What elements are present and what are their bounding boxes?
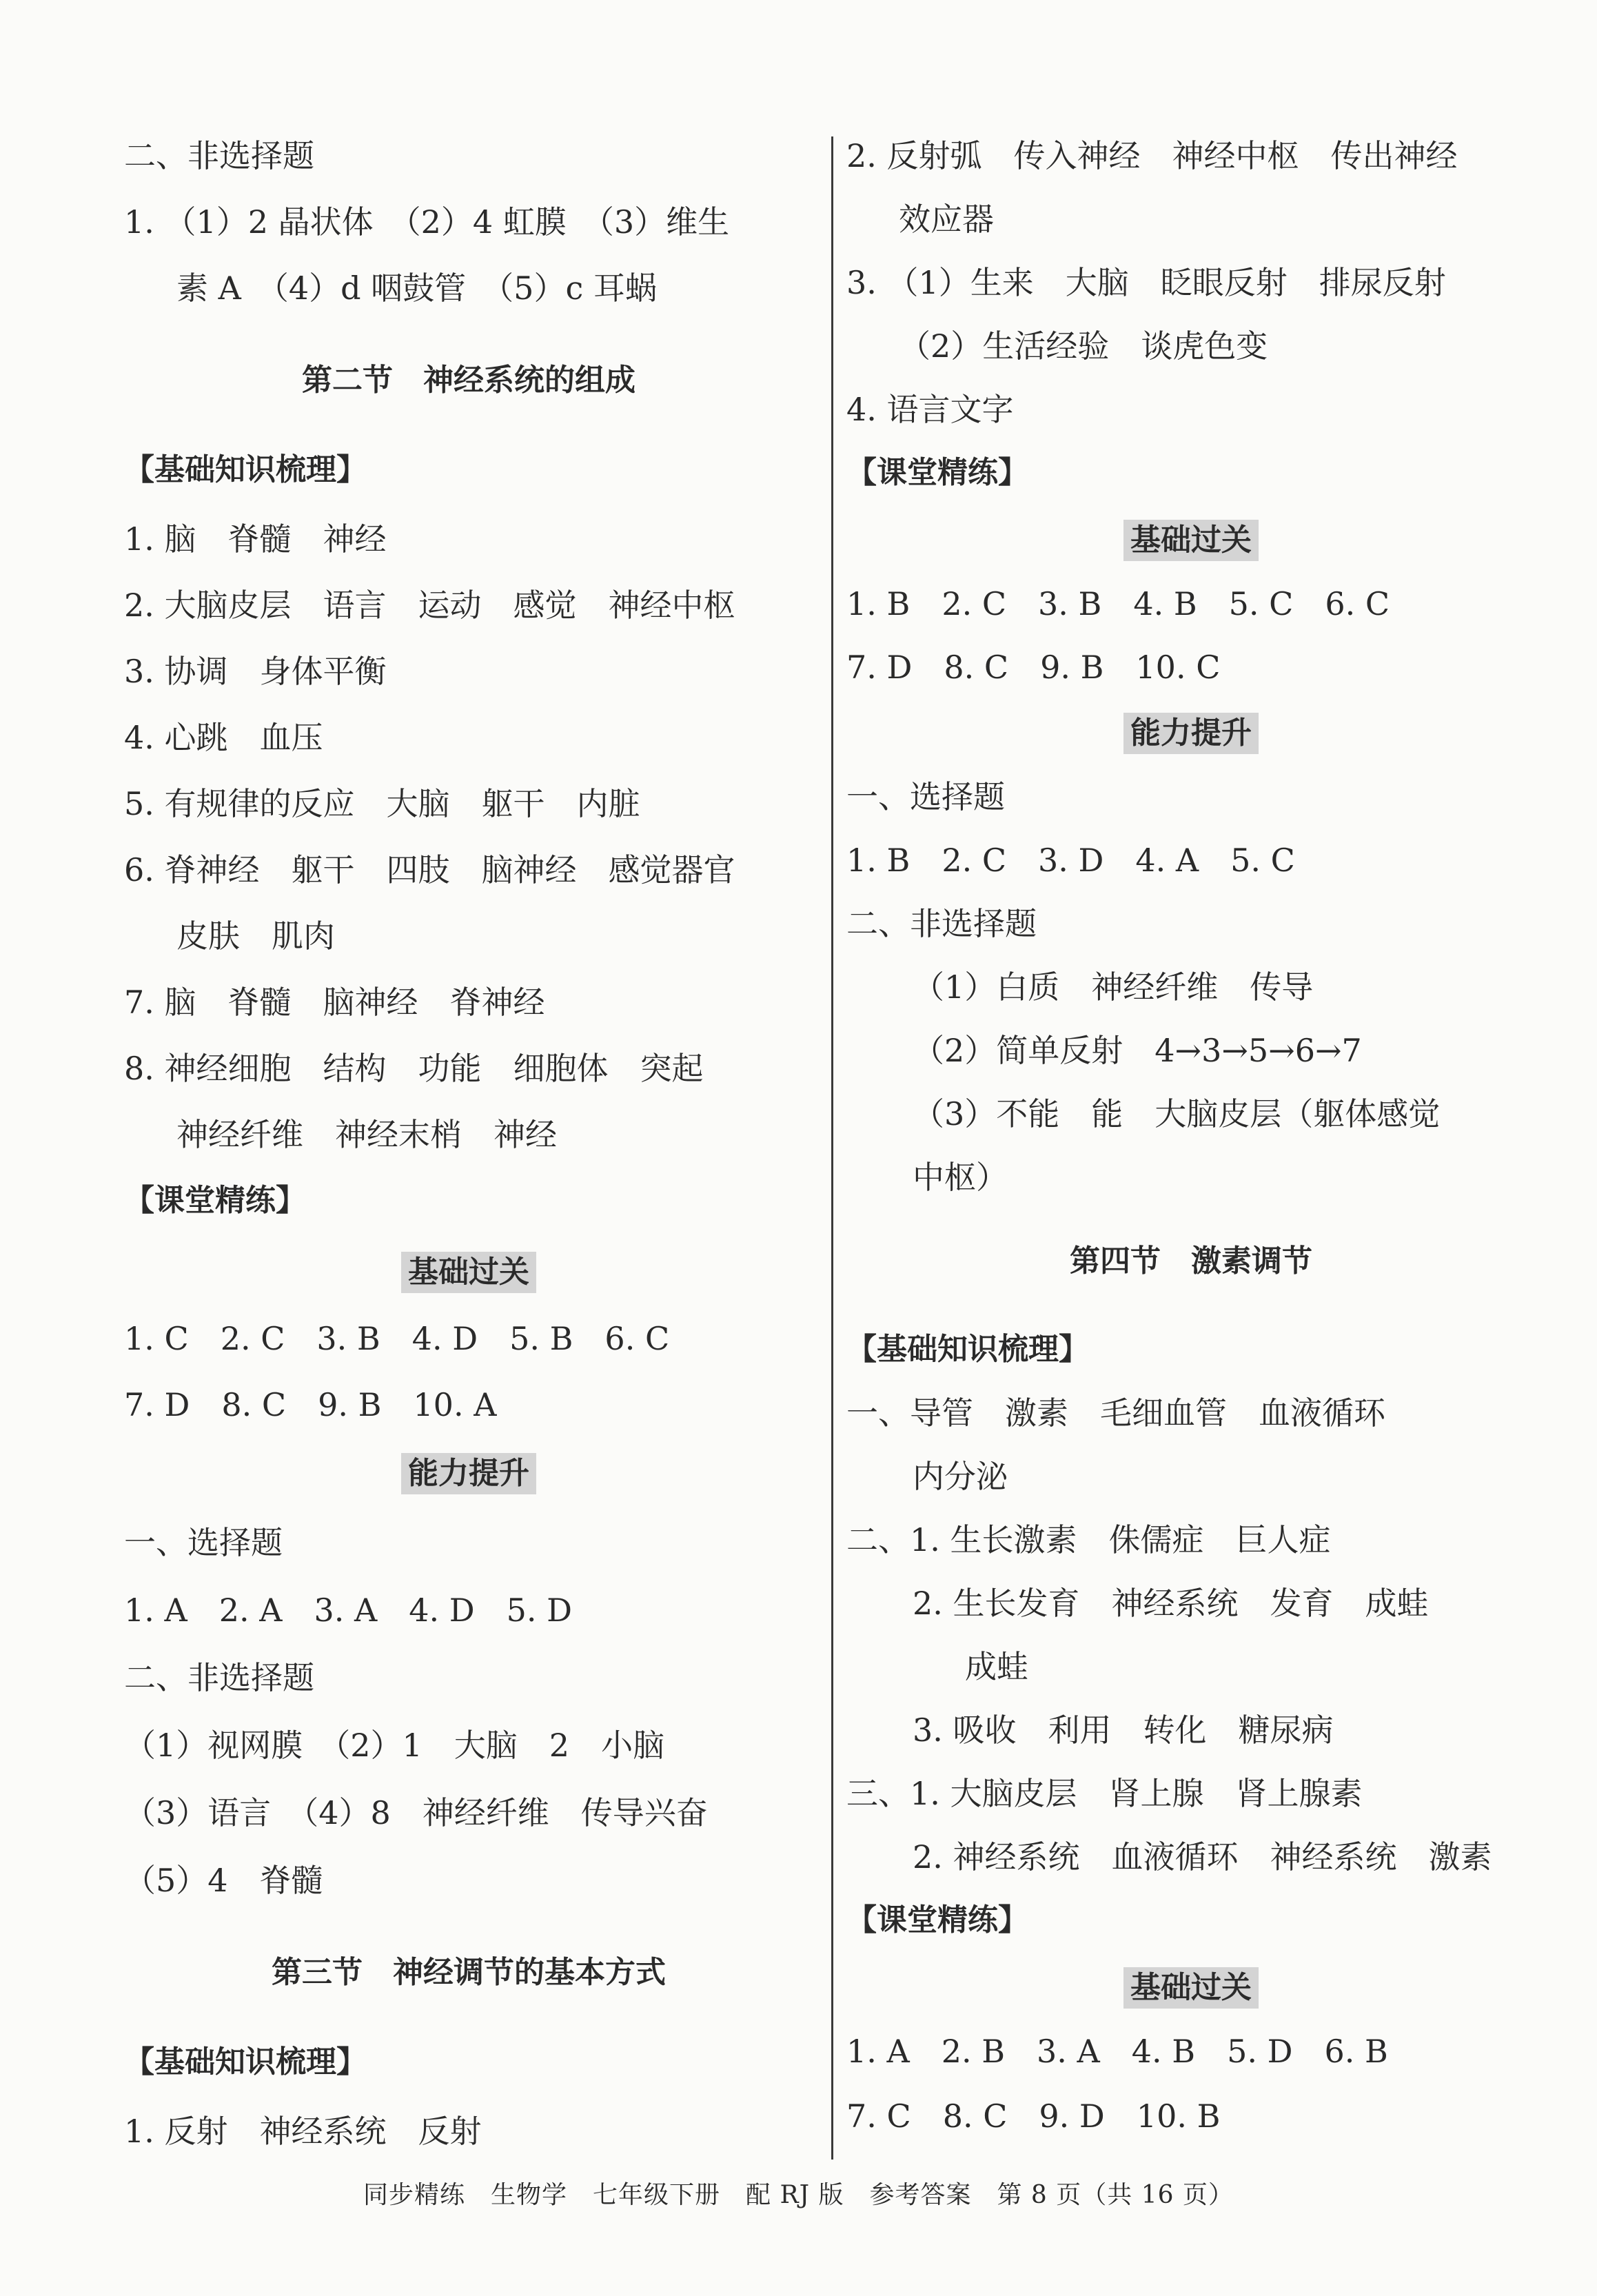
subsection-heading (124, 1250, 813, 1292)
answer-line: 神经纤维 神经末梢 神经 (176, 1116, 557, 1153)
answer-line: 1. 脑 脊髓 神经 (124, 520, 387, 558)
answer-line: 5. 有规律的反应 大脑 躯干 内脏 (124, 785, 640, 822)
answer-line: 素 A （4）d 咽鼓管 （5）c 耳蜗 (176, 270, 657, 307)
answer-line: 7. D 8. C 9. B 10. C (846, 649, 1221, 686)
answer-line: 1. A 2. B 3. A 4. B 5. D 6. B (846, 2033, 1388, 2070)
answer-line: （2）简单反射 4→3→5→6→7 (913, 1032, 1362, 1069)
answer-line: 2. 神经系统 血液循环 神经系统 激素 (913, 1838, 1492, 1876)
subsection-heading (846, 1966, 1536, 2007)
part-heading: 【基础知识梳理】 (124, 2044, 367, 2080)
answer-line: 1. A 2. A 3. A 4. D 5. D (124, 1592, 572, 1629)
subsection-label: 能力提升 (401, 1453, 536, 1494)
part-heading: 【课堂精练】 (846, 1902, 1028, 1938)
answer-line: 7. 脑 脊髓 脑神经 脊神经 (124, 984, 545, 1021)
question-type-heading: 一、选择题 (124, 1524, 283, 1561)
part-heading: 【课堂精练】 (846, 455, 1028, 490)
answer-line: 三、1. 大脑皮层 肾上腺 肾上腺素 (846, 1775, 1363, 1812)
answer-line: 中枢） (913, 1159, 1008, 1196)
answer-line: 7. C 8. C 9. D 10. B (846, 2097, 1221, 2135)
answer-line: 2. 反射弧 传入神经 神经中枢 传出神经 (846, 137, 1458, 174)
subsection-label: 基础过关 (401, 1252, 536, 1293)
question-type-heading: 二、非选择题 (124, 1659, 314, 1696)
answer-line: 成蛙 (965, 1648, 1028, 1685)
answer-line: 3. 协调 身体平衡 (124, 653, 387, 690)
answer-line: 皮肤 肌肉 (176, 917, 335, 955)
answer-line: 1. B 2. C 3. B 4. B 5. C 6. C (846, 585, 1390, 622)
column-divider (831, 136, 833, 2160)
subsection-label: 基础过关 (1123, 520, 1259, 561)
answer-line: 1. C 2. C 3. B 4. D 5. B 6. C (124, 1320, 670, 1357)
section-title: 第四节 激素调节 (1070, 1243, 1312, 1279)
question-type-heading: 二、非选择题 (846, 905, 1037, 942)
answer-line: （3）语言 （4）8 神经纤维 传导兴奋 (124, 1794, 708, 1831)
subsection-label: 基础过关 (1123, 1967, 1259, 2009)
part-heading: 【基础知识梳理】 (846, 1332, 1089, 1367)
answer-line: 1. 反射 神经系统 反射 (124, 2113, 482, 2150)
subsection-heading (846, 711, 1536, 753)
answer-line: （1）白质 神经纤维 传导 (913, 968, 1314, 1006)
answer-line: 7. D 8. C 9. B 10. A (124, 1386, 497, 1423)
answer-line: 2. 大脑皮层 语言 运动 感觉 神经中枢 (124, 587, 735, 624)
answer-line: 1. （1）2 晶状体 （2）4 虹膜 （3）维生 (124, 203, 730, 241)
section-title: 第三节 神经调节的基本方式 (272, 1955, 666, 1990)
answer-line: 2. 生长发育 神经系统 发育 成蛙 (913, 1585, 1429, 1622)
answer-line: 内分泌 (913, 1458, 1008, 1495)
answer-line: 8. 神经细胞 结构 功能 细胞体 突起 (124, 1050, 704, 1087)
question-type-heading: 二、非选择题 (124, 137, 314, 174)
subsection-label: 能力提升 (1123, 713, 1259, 754)
answer-line: 6. 脊神经 躯干 四肢 脑神经 感觉器官 (124, 851, 735, 888)
part-heading: 【基础知识梳理】 (124, 452, 367, 487)
answer-line: 3. （1）生来 大脑 眨眼反射 排尿反射 (846, 264, 1446, 301)
answer-line: 1. B 2. C 3. D 4. A 5. C (846, 842, 1295, 879)
answer-line: 二、1. 生长激素 侏儒症 巨人症 (846, 1521, 1331, 1558)
subsection-heading (846, 518, 1536, 560)
answer-line: （5）4 脊髓 (124, 1862, 323, 1899)
answer-line: 3. 吸收 利用 转化 糖尿病 (913, 1711, 1334, 1749)
page-footer: 同步精练 生物学 七年级下册 配 RJ 版 参考答案 第 8 页（共 16 页） (363, 2181, 1234, 2209)
part-heading: 【课堂精练】 (124, 1183, 306, 1218)
answer-line: （1）视网膜 （2）1 大脑 2 小脑 (124, 1727, 665, 1764)
question-type-heading: 一、选择题 (846, 778, 1005, 815)
answer-line: （2）生活经验 谈虎色变 (899, 327, 1268, 365)
answer-line: 一、导管 激素 毛细血管 血液循环 (846, 1394, 1385, 1432)
section-title: 第二节 神经系统的组成 (302, 363, 635, 398)
answer-line: （3）不能 能 大脑皮层（躯体感觉 (913, 1095, 1441, 1132)
answer-line: 效应器 (899, 201, 994, 238)
subsection-heading (124, 1452, 813, 1493)
answer-line: 4. 心跳 血压 (124, 719, 323, 756)
answer-line: 4. 语言文字 (846, 391, 1014, 428)
